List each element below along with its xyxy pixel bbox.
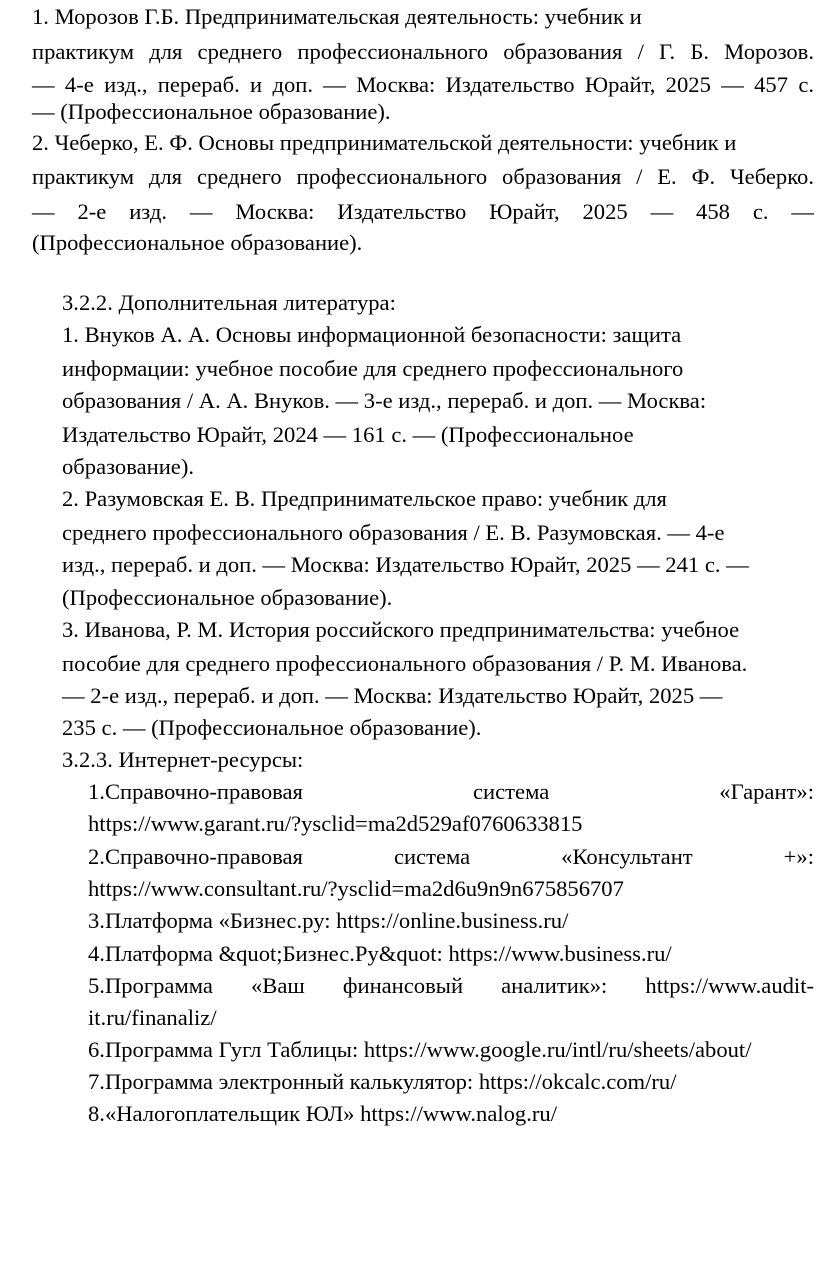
resource-link[interactable]: 4.Платформа &quot;Бизнес.Ру&quot: https://www.business.ru/ (88, 941, 672, 966)
reference-line: 2. Разумовская Е. В. Предпринимательское право: учебник для (62, 486, 667, 511)
reference-line: 3. Иванова, Р. М. История российского предпринимательства: учебное (62, 617, 740, 642)
section-heading: 3.2.3. Интернет-ресурсы: (62, 747, 304, 772)
reference-line: информации: учебное пособие для среднего профессионального (62, 356, 684, 381)
reference-line: (Профессиональное образование). (62, 585, 393, 610)
resource-link[interactable]: 8.«Налогоплательщик ЮЛ» https://www.nalog.ru/ (88, 1101, 557, 1126)
reference-line: 1. Морозов Г.Б. Предпринимательская деятельность: учебник и (32, 4, 642, 29)
reference-line: пособие для среднего профессионального образования / Р. М. Иванова. (62, 651, 748, 676)
resource-link[interactable]: 7.Программа электронный калькулятор: https://okcalc.com/ru/ (88, 1069, 677, 1094)
reference-line: — 2-е изд., перераб. и доп. — Москва: Издательство Юрайт, 2025 — (62, 683, 723, 708)
reference-line: 1. Внуков А. А. Основы информационной безопасности: защита (62, 322, 682, 347)
resource-link[interactable]: 6.Программа Гугл Таблицы: https://www.google.ru/intl/ru/sheets/about/ (88, 1037, 752, 1062)
resource-line: 2.Справочно-правовая система «Консультант +»: (88, 844, 814, 869)
section-heading: 3.2.2. Дополнительная литература: (62, 290, 396, 315)
resource-link[interactable]: https://www.consultant.ru/?ysclid=ma2d6u9n9n675856707 (88, 876, 624, 901)
reference-line: практикум для среднего профессионального образования / Е. Ф. Чеберко. (32, 164, 814, 189)
reference-line: образование). (62, 454, 194, 479)
reference-line: (Профессиональное образование). (32, 230, 363, 255)
reference-line: — 2-е изд. — Москва: Издательство Юрайт, 2025 — 458 с. — (32, 199, 814, 224)
resource-line: 1.Справочно-правовая система «Гарант»: (88, 779, 814, 804)
resource-link[interactable]: https://www.garant.ru/?ysclid=ma2d529af0760633815 (88, 811, 583, 836)
reference-line: практикум для среднего профессионального образования / Г. Б. Морозов. (32, 39, 814, 64)
reference-line: 235 с. — (Профессиональное образование). (62, 715, 482, 740)
reference-line: — 4-е изд., перераб. и доп. — Москва: Издательство Юрайт, 2025 — 457 с. (32, 72, 814, 97)
reference-line: 2. Чеберко, Е. Ф. Основы предпринимательской деятельности: учебник и (32, 130, 737, 155)
reference-line: — (Профессиональное образование). (32, 99, 391, 124)
resource-link[interactable]: 5.Программа «Ваш финансовый аналитик»: https://www.audit- (88, 973, 814, 998)
resource-link[interactable]: 3.Платформа «Бизнес.ру: https://online.business.ru/ (88, 908, 569, 933)
reference-line: образования / А. А. Внуков. — 3-е изд., перераб. и доп. — Москва: (62, 388, 707, 413)
reference-line: среднего профессионального образования / Е. В. Разумовская. — 4-е (62, 520, 725, 545)
reference-line: изд., перераб. и доп. — Москва: Издательство Юрайт, 2025 — 241 с. — (62, 552, 749, 577)
resource-link[interactable]: it.ru/finanaliz/ (88, 1005, 217, 1030)
reference-line: Издательство Юрайт, 2024 — 161 с. — (Профессиональное (62, 422, 634, 447)
